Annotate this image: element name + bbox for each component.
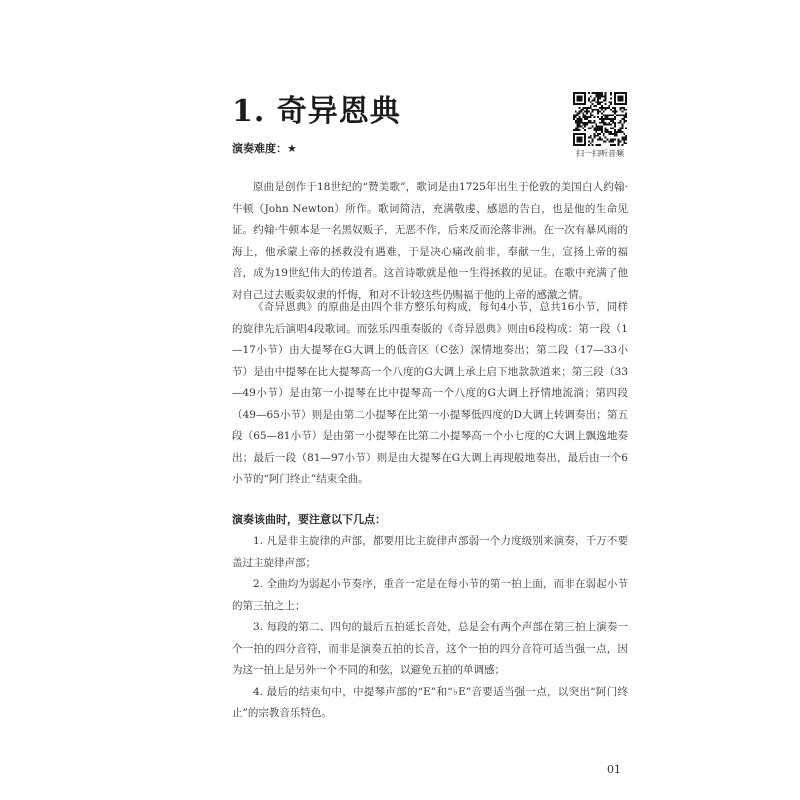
paragraph-text: 《奇异恩典》的原曲是由四个非方整乐句构成，每句4小节，总共16小节，同样的旋律先后演唱4段歌词。而弦乐四重奏版的《奇异恩典》则由6段构成：第一段（1—17小节）由大提琴在G大调上的低音区（C弦）深情地奏出；第二段（17—33小节）是由中提琴在比大提琴高一个八度的G大调上承上启下地款款道来；第三段（33—49小节）是由第一小提琴在比中提琴高一个八度的G大调上抒情地流淌；第四段（49—65小节）则是由第二小提琴在比第一小提琴低四度的D大调上转调奏出；第五段（65—81小节）是由第一小提琴在比第二小提琴高一个小七度的C大调上飘逸地奏出；最后一段（81—97小节）则是由大提琴在G大调上再现般地奏出，最后由一个6小节的“阿门终止”结束全曲。 bbox=[232, 301, 628, 485]
note-item: 3. 每段的第二、四句的最后五拍延长音处，总是会有两个声部在第三拍上演奏一个一拍的四分音符，而非是演奏五拍的长音，这个一拍的四分音符可适当强一点，因为这一拍上是另外一个不同的和弦，以避免五拍的单调感； bbox=[232, 621, 628, 676]
page-number: 01 bbox=[607, 763, 621, 776]
difficulty-rating: 演奏难度：★ bbox=[232, 142, 297, 155]
qr-code-block[interactable] bbox=[573, 92, 627, 159]
notes-list bbox=[232, 531, 628, 725]
note-item: 1. 凡是非主旋律的声部，都要用比主旋律声部弱一个力度级别来演奏，千万不要盖过主旋律声部； bbox=[232, 535, 628, 569]
qr-caption: 扫一扫听音频 bbox=[576, 149, 624, 158]
note-item: 4. 最后的结束句中，中提琴声部的“E”和“♭E”音要适当强一点，以突出“阿门终止”的宗教音乐特色。 bbox=[232, 685, 628, 719]
note-item: 2. 全曲均为弱起小节奏序，重音一定是在每小节的第一拍上面，而非在弱起小节的第三拍之上； bbox=[232, 578, 628, 612]
intro-paragraph-2 bbox=[232, 297, 628, 491]
qr-code-icon[interactable] bbox=[573, 92, 627, 146]
intro-paragraph-1 bbox=[232, 177, 628, 306]
paragraph-text: 原曲是创作于18世纪的“赞美歌”，歌词是由1725年出生于伦敦的美国白人约翰·牛顿（John Newton）所作。歌词简洁，充满敬虔、感恩的告白，也是他的生命见证。约翰·牛顿本是一名黑奴贩子，无恶不作，后来反而沦落非洲。在一次有暴风雨的海上，他承蒙上帝的拯救没有遇难，于是决心痛改前非，奉献一生，宣扬上帝的福音，成为19世纪伟大的传道者。这首诗歌就是他一生得拯救的见证。在歌中充满了他对自己过去贩卖奴隶的忏悔，和对不计较这些仍赐福于他的上帝的感激之情。 bbox=[232, 181, 628, 301]
page-title: 1. 奇异恩典 bbox=[232, 94, 401, 129]
notes-heading: 演奏该曲时，要注意以下几点： bbox=[232, 513, 386, 526]
